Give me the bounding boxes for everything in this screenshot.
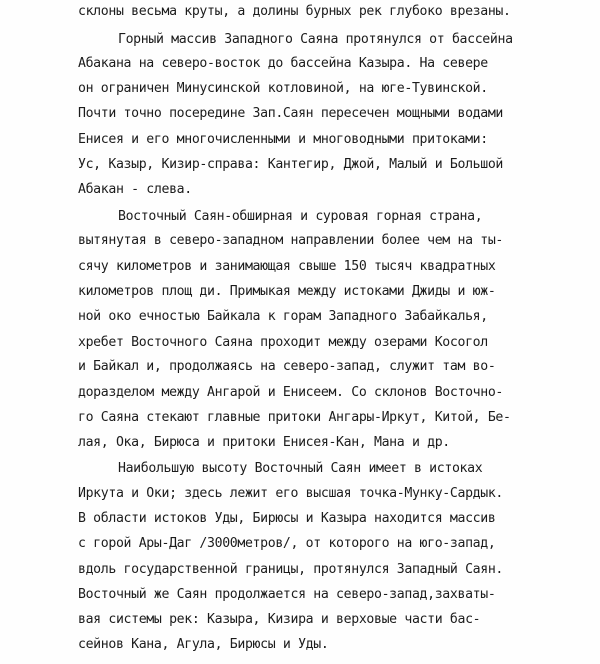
text-line: Наибольшую высоту Восточный Саян имеет в истоках [118, 461, 483, 476]
text-line: вдоль государственной границы, протянулся Западный Саян. [78, 562, 504, 577]
text-line: вытянутая в северо-западном направлении более чем на ты- [78, 233, 504, 248]
text-line: доразделом между Ангарой и Енисеем. Со склонов Восточно- [78, 385, 504, 400]
text-line: склоны весьма круты, а долины бурных рек глубоко врезаны. [78, 4, 511, 19]
text-line: и Байкал и, продолжаясь на северо-запад, служит там во- [78, 359, 496, 374]
text-line: ной око ечностью Байкала к горам Западного Забайкалья, [78, 309, 488, 324]
text-line: Абакана на северо-восток до бассейна Казыра. На севере [78, 56, 488, 71]
text-line: В области истоков Уды, Бирюсы и Казыра находится массив [78, 511, 496, 526]
text-line: сячу километров и занимающая свыше 150 тысяч квадратных [78, 259, 496, 274]
text-line: лая, Ока, Бирюса и притоки Енисея-Кан, Мана и др. [78, 435, 450, 450]
text-line: Енисея и его многочисленными и многоводными притоками: [78, 132, 488, 147]
text-line: Иркута и Оки; здесь лежит его высшая точка-Мунку-Сардык. [78, 486, 504, 501]
text-line: Восточный же Саян продолжается на северо-запад,захваты- [78, 587, 496, 602]
text-line: Абакан - слева. [78, 182, 192, 197]
text-line: Восточный Саян-обширная и суровая горная страна, [118, 209, 483, 224]
text-line: Почти точно посередине Зап.Саян пересечен мощными водами [78, 106, 504, 121]
text-line: Ус, Казыр, Кизир-справа: Кантегир, Джой, Малый и Большой [78, 157, 504, 172]
text-line: го Саяна стекают главные притоки Ангары-Иркут, Китой, Бе- [78, 410, 511, 425]
text-line: Горный массив Западного Саяна протянулся от бассейна [118, 32, 513, 47]
text-line: километров площ ди. Примыкая между истоками Джиды и юж- [78, 284, 496, 299]
text-line: сейнов Кана, Агула, Бирюсы и Уды. [78, 637, 329, 652]
text-line: вая системы рек: Казыра, Кизира и верховые части бас- [78, 612, 481, 627]
text-line: он ограничен Минусинской котловиной, на юге-Тувинской. [78, 81, 488, 96]
text-line: с горой Ары-Даг /3000метров/, от которого на юго-запад, [78, 536, 496, 551]
text-line: хребет Восточного Саяна проходит между озерами Косогол [78, 335, 488, 350]
